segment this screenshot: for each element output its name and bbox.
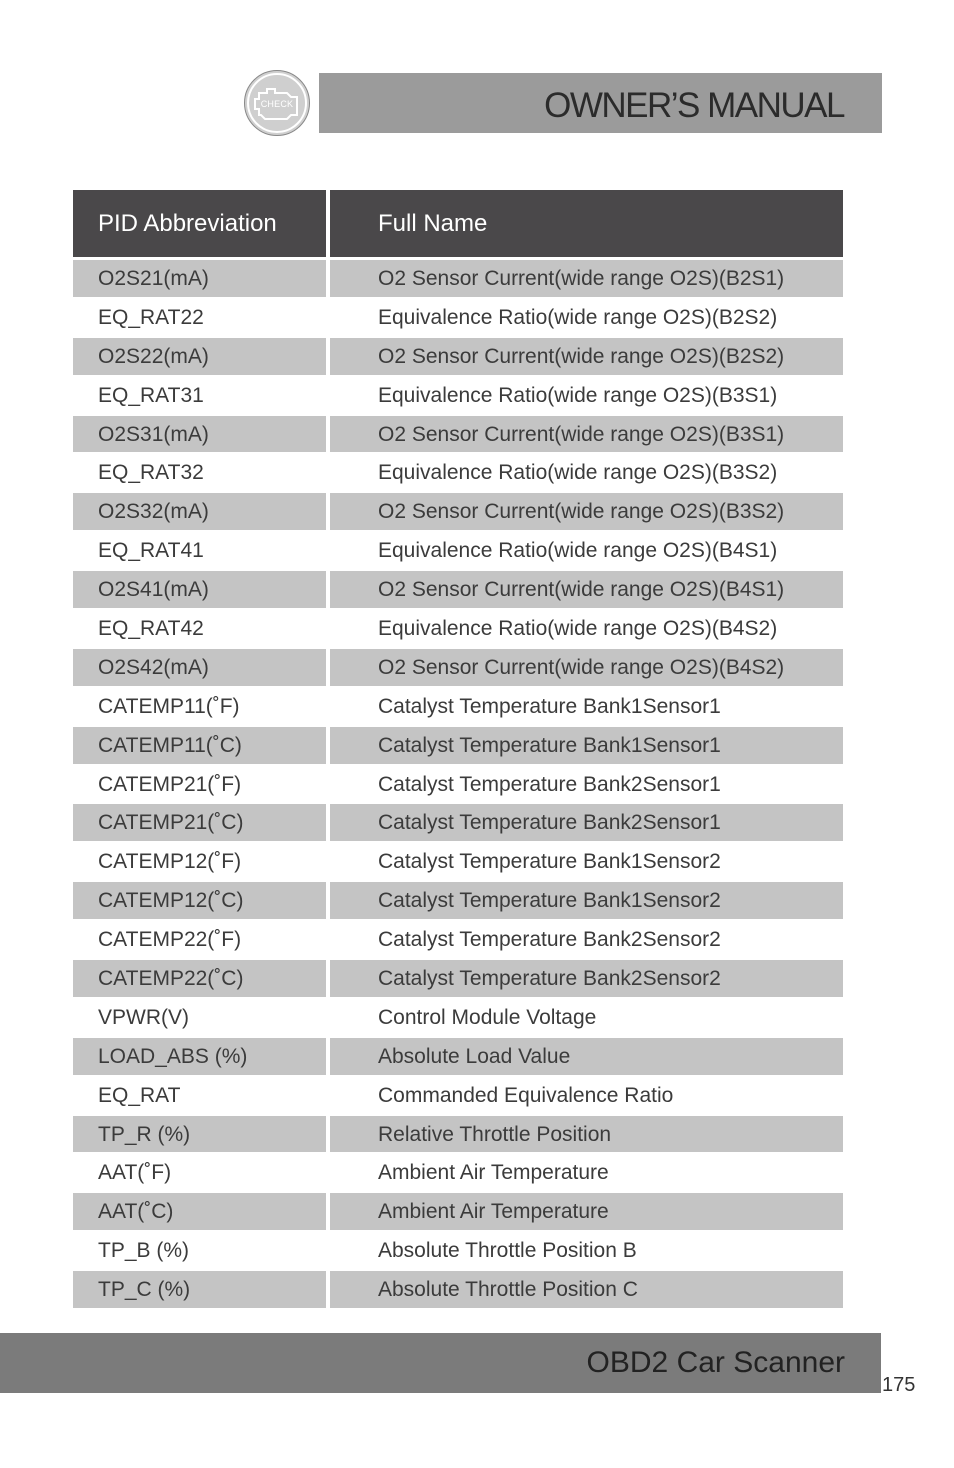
- pid-abbreviation-cell: TP_B (%): [98, 1239, 190, 1263]
- table-row: [73, 764, 843, 803]
- pid-abbreviation-cell: AAT(˚C): [73, 1193, 326, 1230]
- full-name-cell: O2 Sensor Current(wide range O2S)(B4S1): [330, 571, 843, 608]
- pid-abbreviation-cell: O2S31(mA): [73, 416, 326, 453]
- table-row: [73, 414, 843, 453]
- pid-abbreviation-cell: VPWR(V): [98, 1005, 189, 1029]
- table-row: [73, 258, 843, 297]
- pid-abbreviation-cell: CATEMP22(˚C): [73, 960, 326, 997]
- pid-abbreviation-cell: AAT(˚F): [98, 1161, 172, 1185]
- full-name-cell: Equivalence Ratio(wide range O2S)(B3S2): [378, 461, 778, 485]
- pid-abbreviation-cell: CATEMP12(˚C): [73, 882, 326, 919]
- table-row: [73, 452, 843, 491]
- pid-abbreviation-cell: EQ_RAT31: [98, 383, 204, 407]
- table-row: [73, 841, 843, 880]
- table-row: [73, 880, 843, 919]
- full-name-cell: O2 Sensor Current(wide range O2S)(B4S2): [330, 649, 843, 686]
- table-row: [73, 608, 843, 647]
- pid-abbreviation-cell: CATEMP11(˚F): [98, 694, 240, 718]
- table-row: [73, 375, 843, 414]
- pid-abbreviation-cell: O2S41(mA): [73, 571, 326, 608]
- full-name-cell: Control Module Voltage: [378, 1005, 597, 1029]
- table-header: [73, 190, 843, 257]
- full-name-cell: Absolute Throttle Position B: [378, 1239, 637, 1263]
- table-row: [73, 569, 843, 608]
- pid-table: [73, 190, 843, 1302]
- pid-abbreviation-cell: EQ_RAT41: [98, 539, 204, 563]
- header-pid-abbreviation: PID Abbreviation: [73, 190, 326, 257]
- pid-abbreviation-cell: EQ_RAT32: [98, 461, 204, 485]
- table-row: [73, 491, 843, 530]
- table-row: [73, 919, 843, 958]
- table-row: [73, 1230, 843, 1269]
- full-name-cell: Catalyst Temperature Bank2Sensor2: [330, 960, 843, 997]
- pid-abbreviation-cell: CATEMP11(˚C): [73, 727, 326, 764]
- footer-bar: [0, 1333, 881, 1393]
- table-row: [73, 1114, 843, 1153]
- table-row: [73, 336, 843, 375]
- full-name-cell: O2 Sensor Current(wide range O2S)(B3S1): [330, 416, 843, 453]
- table-row: [73, 997, 843, 1036]
- pid-abbreviation-cell: CATEMP12(˚F): [98, 850, 242, 874]
- pid-abbreviation-cell: TP_R (%): [73, 1116, 326, 1153]
- logo-text: CHECK: [260, 99, 294, 109]
- pid-abbreviation-cell: O2S22(mA): [73, 338, 326, 375]
- pid-abbreviation-cell: EQ_RAT: [98, 1083, 181, 1107]
- page-title: OWNER’S MANUAL: [544, 86, 844, 125]
- full-name-cell: O2 Sensor Current(wide range O2S)(B2S2): [330, 338, 843, 375]
- full-name-cell: Ambient Air Temperature: [330, 1193, 843, 1230]
- full-name-cell: Catalyst Temperature Bank2Sensor1: [330, 804, 843, 841]
- full-name-cell: Catalyst Temperature Bank2Sensor1: [378, 772, 721, 796]
- table-body: [73, 258, 843, 1308]
- pid-abbreviation-cell: LOAD_ABS (%): [73, 1038, 326, 1075]
- full-name-cell: O2 Sensor Current(wide range O2S)(B2S1): [330, 260, 843, 297]
- full-name-cell: Commanded Equivalence Ratio: [378, 1083, 674, 1107]
- full-name-cell: Catalyst Temperature Bank1Sensor2: [330, 882, 843, 919]
- pid-abbreviation-cell: CATEMP21(˚C): [73, 804, 326, 841]
- table-row: [73, 686, 843, 725]
- full-name-cell: Catalyst Temperature Bank1Sensor1: [378, 694, 721, 718]
- pid-abbreviation-cell: EQ_RAT42: [98, 617, 204, 641]
- page-number: 175: [882, 1374, 916, 1396]
- full-name-cell: Absolute Load Value: [330, 1038, 843, 1075]
- footer-title: OBD2 Car Scanner: [586, 1346, 845, 1379]
- pid-abbreviation-cell: CATEMP22(˚F): [98, 928, 242, 952]
- table-row: [73, 1036, 843, 1075]
- full-name-cell: O2 Sensor Current(wide range O2S)(B3S2): [330, 493, 843, 530]
- table-row: [73, 1191, 843, 1230]
- pid-abbreviation-cell: CATEMP21(˚F): [98, 772, 242, 796]
- table-row: [73, 725, 843, 764]
- full-name-cell: Catalyst Temperature Bank1Sensor2: [378, 850, 721, 874]
- table-row: [73, 1075, 843, 1114]
- pid-abbreviation-cell: O2S32(mA): [73, 493, 326, 530]
- pid-abbreviation-cell: TP_C (%): [73, 1271, 326, 1308]
- table-row: [73, 1152, 843, 1191]
- check-engine-logo: [244, 70, 310, 136]
- table-row: [73, 297, 843, 336]
- full-name-cell: Absolute Throttle Position C: [330, 1271, 843, 1308]
- full-name-cell: Equivalence Ratio(wide range O2S)(B2S2): [378, 305, 778, 329]
- pid-abbreviation-cell: EQ_RAT22: [98, 305, 204, 329]
- full-name-cell: Ambient Air Temperature: [378, 1161, 609, 1185]
- table-row: [73, 958, 843, 997]
- pid-abbreviation-cell: O2S42(mA): [73, 649, 326, 686]
- full-name-cell: Catalyst Temperature Bank2Sensor2: [378, 928, 721, 952]
- header-bar: [319, 73, 882, 133]
- table-row: [73, 802, 843, 841]
- table-row: [73, 1269, 843, 1308]
- table-row: [73, 647, 843, 686]
- full-name-cell: Equivalence Ratio(wide range O2S)(B3S1): [378, 383, 778, 407]
- full-name-cell: Relative Throttle Position: [330, 1116, 843, 1153]
- full-name-cell: Catalyst Temperature Bank1Sensor1: [330, 727, 843, 764]
- header-full-name: Full Name: [330, 190, 843, 257]
- table-row: [73, 530, 843, 569]
- pid-abbreviation-cell: O2S21(mA): [73, 260, 326, 297]
- full-name-cell: Equivalence Ratio(wide range O2S)(B4S1): [378, 539, 778, 563]
- full-name-cell: Equivalence Ratio(wide range O2S)(B4S2): [378, 617, 778, 641]
